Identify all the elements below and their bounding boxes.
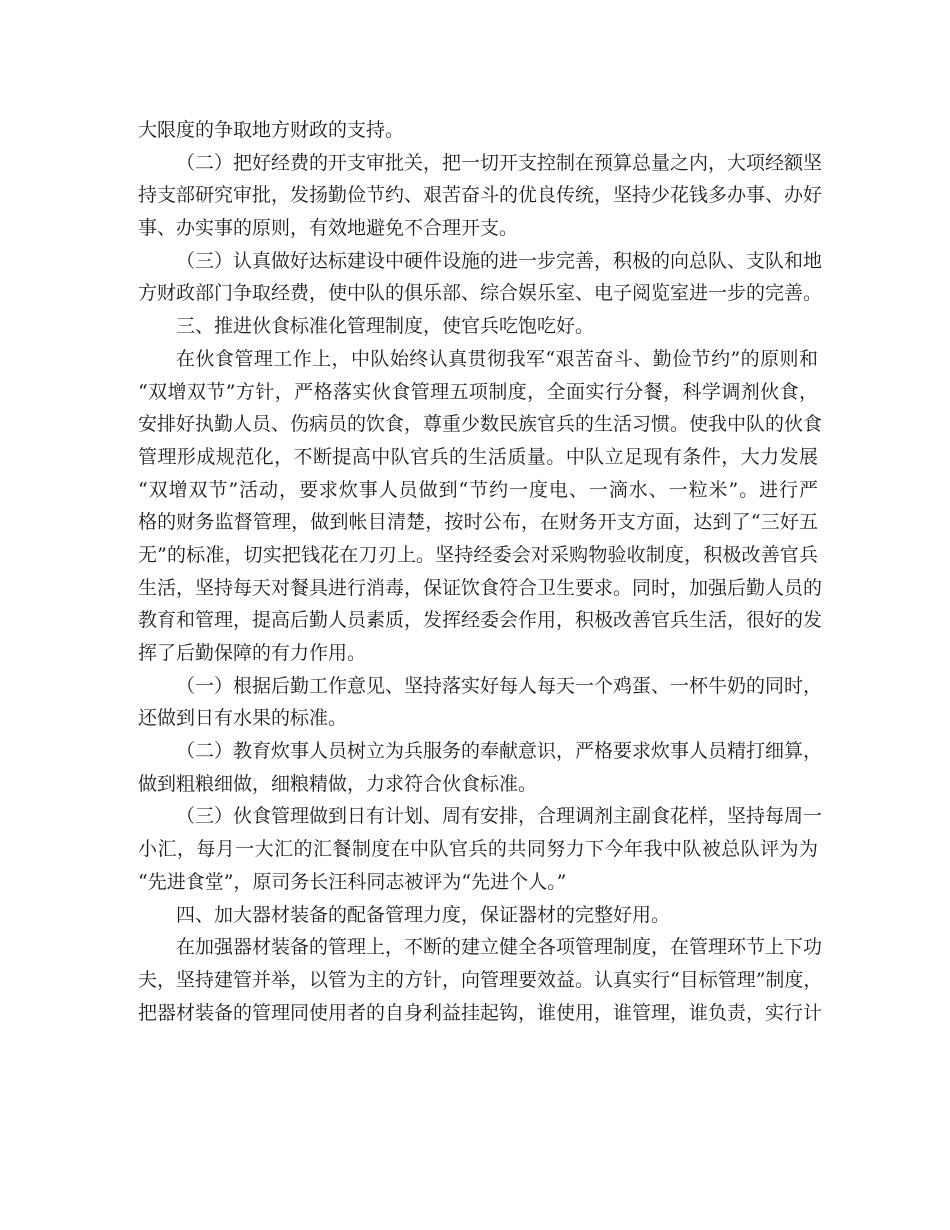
text-line: 挥了后勤保障的有力作用。	[138, 642, 367, 664]
text-line: 管理形成规范化，不断提高中队官兵的生活质量。中队立足现有条件，大力发展	[138, 445, 818, 468]
text-line: 事、办实事的原则，有效地避免不合理开支。	[138, 217, 519, 240]
text-line: （三）认真做好达标建设中硬件设施的进一步完善，积极的向总队、支队和地	[176, 249, 823, 272]
text-line: 教育和管理，提高后勤人员素质，发挥经委会作用，积极改善官兵生活，很好的发	[138, 609, 823, 632]
text-line: 四、加大器材装备的配备管理力度，保证器材的完整好用。	[176, 903, 671, 926]
text-line: 安排好执勤人员、伤病员的饮食，尊重少数民族官兵的生活习惯。使我中队的伙食	[138, 413, 823, 436]
text-line: “先进食堂”，原司务长汪科同志被评为“先进个人。”	[138, 870, 567, 893]
text-line: 小汇，每月一大汇的汇餐制度在中队官兵的共同努力下今年我中队被总队评为为	[138, 838, 818, 861]
text-line: 格的财务监督管理，做到帐目清楚，按时公布，在财务开支方面，达到了“三好五	[138, 511, 818, 534]
text-line: 无”的标准，切实把钱花在刀刃上。坚持经委会对采购物验收制度，积极改善官兵	[138, 543, 818, 566]
text-line: 持支部研究审批，发扬勤俭节约、艰苦奋斗的优良传统，坚持少花钱多办事、办好	[138, 184, 823, 207]
text-line: 把器材装备的管理同使用者的自身利益挂起钩，谁使用，谁管理，谁负责，实行计	[138, 1001, 823, 1024]
text-line: 做到粗粮细做，细粮精做，力求符合伙食标准。	[138, 772, 538, 795]
text-line: 方财政部门争取经费，使中队的俱乐部、综合娱乐室、电子阅览室进一步的完善。	[138, 282, 823, 305]
text-line: 还做到日有水果的标准。	[138, 707, 348, 730]
text-line: 在加强器材装备的管理上，不断的建立健全各项管理制度，在管理环节上下功	[176, 936, 823, 959]
text-line: “双增双节”方针，严格落实伙食管理五项制度，全面实行分餐，科学调剂伙食，	[138, 380, 818, 403]
text-line: 在伙食管理工作上，中队始终认真贯彻我军“艰苦奋斗、勤俭节约”的原则和	[176, 347, 818, 370]
text-line: （二）教育炊事人员树立为兵服务的奉献意识，严格要求炊事人员精打细算，	[176, 740, 823, 763]
document-body	[138, 114, 823, 1029]
text-line: （三）伙食管理做到日有计划、周有安排，合理调剂主副食花样，坚持每周一	[176, 805, 823, 828]
text-line: （二）把好经费的开支审批关，把一切开支控制在预算总量之内，大项经额坚	[176, 151, 823, 174]
text-line: 三、推进伙食标准化管理制度，使官兵吃饱吃好。	[176, 315, 595, 338]
text-line: 生活，坚持每天对餐具进行消毒，保证饮食符合卫生要求。同时，加强后勤人员的	[138, 576, 823, 599]
text-line: 大限度的争取地方财政的支持。	[138, 119, 405, 141]
text-line: （一）根据后勤工作意见、坚持落实好每人每天一个鸡蛋、一杯牛奶的同时，	[176, 674, 823, 697]
text-line: 夫，坚持建管并举，以管为主的方针，向管理要效益。认真实行“目标管理”制度，	[138, 968, 823, 991]
text-line: “双增双节”活动，要求炊事人员做到“节约一度电、一滴水、一粒米”。进行严	[138, 478, 818, 501]
